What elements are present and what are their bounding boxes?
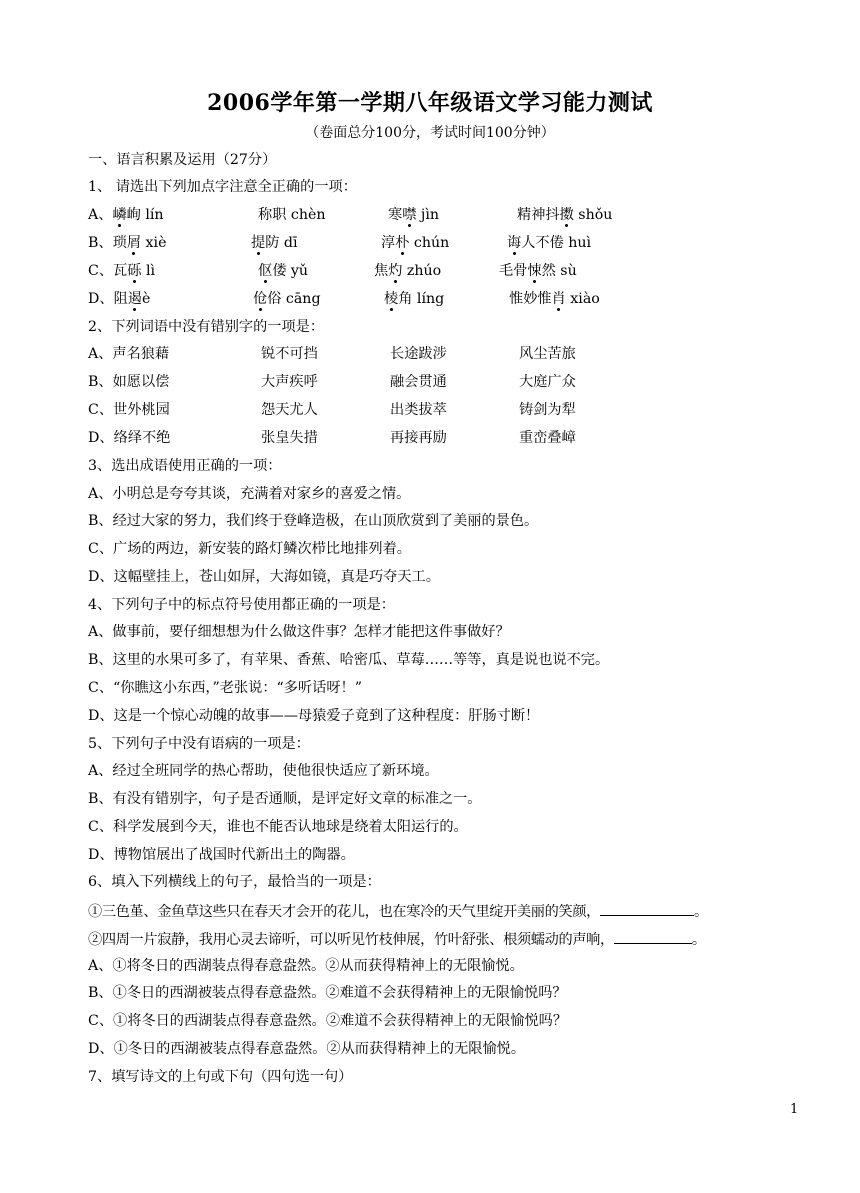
q1-option-a-item-4 <box>517 205 612 225</box>
q1-dotted-char: 灼 <box>388 263 403 279</box>
q6-option-c: C、①将冬日的西湖装点得春意盎然。②难道不会获得精神上的无限愉悦吗？ <box>88 1013 568 1029</box>
q1-dotted-char: 伧 <box>253 291 268 307</box>
q4-option-d: D、这是一个惊心动魄的故事——母猿爱子竟到了这种程度：肝肠寸断！ <box>88 708 540 724</box>
q2-option-c-word-2: 怨天尤人 <box>261 402 318 418</box>
q2-option-a-word-2: 锐不可挡 <box>261 346 318 362</box>
q1-option-b-item-4 <box>507 233 591 253</box>
q1-option-c-item-1 <box>88 261 155 281</box>
q1-option-c-item-4 <box>499 261 577 281</box>
q1-text: 惟妙惟 <box>509 291 552 307</box>
q1-text: zhúo <box>402 263 442 279</box>
q2-option-a-label: A、声名狼藉 <box>88 346 170 362</box>
q2-option-a-word-4: 风尘苦旅 <box>519 346 576 362</box>
q1-text: chún <box>409 235 450 251</box>
q2-option-c-word-3: 出类拔萃 <box>390 402 447 418</box>
q1-dotted-char: 屑 <box>126 235 142 251</box>
q6-sentence-1-text: ①三色堇、金鱼草这些只在春天才会开的花儿，也在寒冷的天气里绽开美丽的笑颜， <box>88 904 600 920</box>
question-3-stem: 3、选出成语使用正确的一项： <box>88 458 282 474</box>
q1-option-d-item-1 <box>88 289 150 309</box>
q2-option-d-word-3: 再接再励 <box>390 430 447 446</box>
q1-option-b-item-3 <box>381 233 449 253</box>
q6-sentence-1 <box>88 900 708 922</box>
q1-text: A、 <box>88 207 113 223</box>
q1-option-d-item-4 <box>509 289 600 309</box>
q1-dotted-char: 砾 <box>127 263 142 279</box>
page-number: 1 <box>790 1102 799 1117</box>
q2-option-d-label: D、络绎不绝 <box>88 430 171 446</box>
q1-dotted-char: 遏 <box>127 291 142 307</box>
q5-option-b: B、有没有错别字，句子是否通顺，是评定好文章的标准之一。 <box>88 791 482 807</box>
question-6-stem: 6、填入下列横线上的句子，最恰当的一项是： <box>88 874 381 890</box>
q6-sentence-2-text: ②四周一片寂静，我用心灵去谛听，可以听见竹枝伸展，竹叶舒张、根须蠕动的声响， <box>88 932 614 948</box>
q2-option-b-word-3: 融会贯通 <box>390 374 447 390</box>
q4-option-b: B、这里的水果可多了，有苹果、香蕉、哈密瓜、草莓……等等，真是说也说不完。 <box>88 652 610 668</box>
q1-text: C、瓦 <box>88 263 128 279</box>
q1-option-a-item-3 <box>388 205 439 225</box>
q1-text: 精神抖 <box>517 207 560 223</box>
q1-text: lì <box>141 263 156 279</box>
q3-option-c: C、广场的两边，新安装的路灯鳞次栉比地排列着。 <box>88 541 411 557</box>
q5-option-c: C、科学发展到今天，谁也不能否认地球是绕着太阳运行的。 <box>88 819 468 835</box>
q1-option-c-item-3 <box>374 261 441 281</box>
page-title: 2006学年第一学期八年级语文学习能力测试 <box>207 90 653 116</box>
q2-option-d-word-2: 张皇失措 <box>261 430 318 446</box>
q1-option-d-item-3 <box>384 289 444 309</box>
q3-option-a: A、小明总是夸夸其谈，充满着对家乡的喜爱之情。 <box>88 486 411 502</box>
q1-text: D、阻 <box>88 291 128 307</box>
q6-sentence-1-end: 。 <box>694 904 708 920</box>
q4-option-a: A、做事前，要仔细想想为什么做这件事？怎样才能把这件事做好？ <box>88 624 510 640</box>
q1-dotted-char: 擞 <box>559 207 574 223</box>
q6-blank-2[interactable] <box>614 928 692 944</box>
q1-text: jìn <box>416 207 439 223</box>
q3-option-d: D、这幅壁挂上，苍山如屏，大海如镜，真是巧夺天工。 <box>88 569 440 585</box>
q2-option-c-word-4: 铸剑为犁 <box>519 402 576 418</box>
q2-option-b-word-4: 大庭广众 <box>519 374 576 390</box>
q4-option-c: C、“你瞧这小东西，”老张说：“多听话呀！” <box>88 680 362 696</box>
q1-option-b-item-1 <box>88 233 166 253</box>
q1-dotted-char: 朴 <box>395 235 410 251</box>
question-4-stem: 4、下列句子中的标点符号使用都正确的一项是： <box>88 597 395 613</box>
q1-dotted-char: 伛 <box>258 263 273 279</box>
q1-text: 称职 chèn <box>258 207 326 223</box>
q6-sentence-2-end: 。 <box>691 932 706 948</box>
q1-option-b-item-2 <box>251 233 298 253</box>
q3-option-b: B、经过大家的努力，我们终于登峰造极，在山顶欣赏到了美丽的景色。 <box>88 513 539 529</box>
q5-option-d: D、博物馆展出了战国时代新出土的陶器。 <box>88 847 355 863</box>
section-heading: 一、语言积累及运用（27分） <box>88 152 277 168</box>
question-1-stem: 1、 请选出下列加点字注意全正确的一项： <box>88 179 357 195</box>
page-subtitle: （卷面总分100分，考试时间100分钟） <box>305 125 555 141</box>
q1-dotted-char: 悚 <box>527 263 542 279</box>
question-5-stem: 5、下列句子中没有语病的一项是： <box>88 736 310 752</box>
q1-text: 人不倦 huì <box>521 235 592 251</box>
q1-text: 然 sù <box>541 263 577 279</box>
q1-text: 偻 yǔ <box>272 263 309 279</box>
q1-option-a-item-2 <box>258 205 326 225</box>
q6-blank-1[interactable] <box>600 900 694 916</box>
q1-option-d-item-2 <box>253 289 321 309</box>
q1-text: shǒu <box>573 207 613 223</box>
q6-option-a: A、①将冬日的西湖装点得春意盎然。②从而获得精神上的无限愉悦。 <box>88 958 524 974</box>
q1-text: è <box>141 291 151 307</box>
q1-text: 毛骨 <box>499 263 528 279</box>
q2-option-a-word-3: 长途跋涉 <box>390 346 447 362</box>
q6-option-b: B、①冬日的西湖被装点得春意盎然。②难道不会获得精神上的无限愉悦吗？ <box>88 985 567 1001</box>
q2-option-b-label: B、如愿以偿 <box>88 374 170 390</box>
q1-option-a-item-1 <box>88 205 164 225</box>
q6-option-d: D、①冬日的西湖被装点得春意盎然。②从而获得精神上的无限愉悦。 <box>88 1041 526 1057</box>
q5-option-a: A、经过全班同学的热心帮助，使他很快适应了新环境。 <box>88 763 439 779</box>
q1-text: 峋 lín <box>126 207 164 223</box>
q1-dotted-char: 诲 <box>507 235 522 251</box>
q2-option-b-word-2: 大声疾呼 <box>261 374 318 390</box>
q2-option-d-word-4: 重峦叠嶂 <box>519 430 576 446</box>
question-2-stem: 2、下列词语中没有错别字的一项是： <box>88 319 325 335</box>
q2-option-c-label: C、世外桃园 <box>88 402 170 418</box>
q1-dotted-char: 嶙 <box>112 207 127 223</box>
q1-text: B、琐 <box>88 235 127 251</box>
q1-dotted-char: 提 <box>251 235 266 251</box>
q1-dotted-char: 肖 <box>551 291 566 307</box>
q6-sentence-2 <box>88 928 706 950</box>
q1-text: 淳 <box>381 235 396 251</box>
q1-text: 焦 <box>374 263 389 279</box>
question-7-stem: 7、填写诗文的上句或下句（四句选一句） <box>88 1069 353 1085</box>
q1-dotted-char: 噤 <box>402 207 417 223</box>
q1-text: 寒 <box>388 207 403 223</box>
q1-text: xiào <box>565 291 600 307</box>
q1-dotted-char: 棱 <box>384 291 399 307</box>
q1-option-c-item-2 <box>258 261 308 281</box>
q1-text: 防 dī <box>265 235 298 251</box>
q1-text: xiè <box>141 235 167 251</box>
q1-text: 俗 cāng <box>267 291 321 307</box>
q1-text: 角 líng <box>398 291 445 307</box>
